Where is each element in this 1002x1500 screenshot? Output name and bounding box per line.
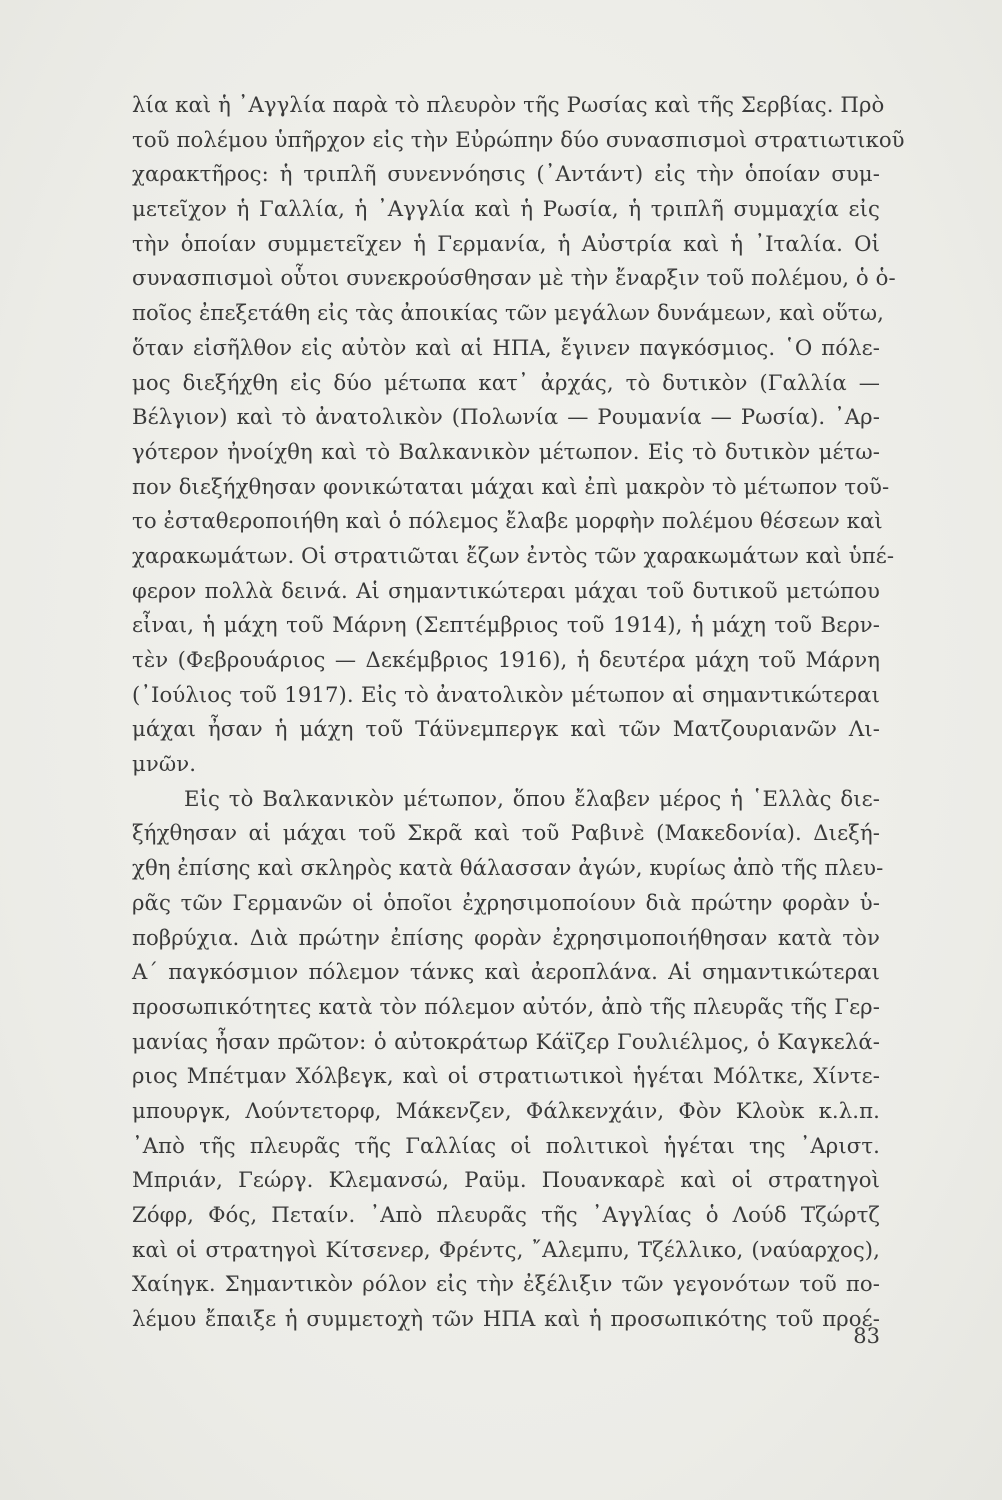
text-line-30: μπουργκ, Λούντετορφ, Μάκενζεν, Φάλκενχάιν, Φὸν Κλοὺκ κ.λ.π. — [132, 1097, 880, 1123]
text-line-15: φερον πολλὰ δεινά. Αἱ σημαντικώτεραι μάχαι τοῦ δυτικοῦ μετώπου — [132, 577, 880, 603]
text-line-11: γότερον ἠνοίχθη καὶ τὸ Βαλκανικὸν μέτωπον. Εἰς τὸ δυτικὸν μέτω- — [132, 438, 880, 464]
text-line-20: μνῶν. — [132, 751, 197, 777]
text-line-28: μανίας ἦσαν πρῶτον: ὁ αὐτοκράτωρ Κάϊζερ Γουλιέλμος, ὁ Καγκελά- — [132, 1028, 880, 1054]
text-line-5: τὴν ὁποίαν συμμετεῖχεν ἡ Γερμανία, ἡ Αὐστρία καὶ ἡ ᾿Ιταλία. Οἱ — [132, 230, 880, 256]
text-line-2: τοῦ πολέμου ὑπῆρχον εἰς τὴν Εὐρώπην δύο συνασπισμοὶ στρατιωτικοῦ — [132, 126, 905, 152]
text-line-24: ρᾶς τῶν Γερμανῶν οἱ ὁποῖοι ἐχρησιμοποίουν διὰ πρώτην φορὰν ὑ- — [132, 889, 880, 915]
text-line-21: Εἰς τὸ Βαλκανικὸν μέτωπον, ὅπου ἔλαβεν μέρος ἡ ῾Ελλὰς διε- — [184, 785, 880, 811]
text-line-1: λία καὶ ἡ ᾿Αγγλία παρὰ τὸ πλευρὸν τῆς Ρωσίας καὶ τῆς Σερβίας. Πρὸ — [132, 92, 885, 117]
text-line-34: καὶ οἱ στρατηγοὶ Κίτσενερ, Φρέντς, ῎Αλεμπυ, Τζέλλικο, (ναύαρχος), — [132, 1236, 880, 1262]
text-line-35: Χαίηγκ. Σημαντικὸν ρόλον εἰς τὴν ἐξέλιξιν τῶν γεγονότων τοῦ πο- — [132, 1271, 880, 1297]
text-line-4: μετεῖχον ἡ Γαλλία, ἡ ᾿Αγγλία καὶ ἡ Ρωσία, ἡ τριπλῆ συμμαχία εἰς — [132, 196, 880, 222]
text-line-22: ξήχθησαν αἱ μάχαι τοῦ Σκρᾶ καὶ τοῦ Ραβινὲ (Μακεδονία). Διεξή- — [132, 820, 880, 846]
body-text — [132, 88, 905, 1337]
text-line-27: προσωπικότητες κατὰ τὸν πόλεμον αὐτόν, ἀπὸ τῆς πλευρᾶς τῆς Γερ- — [132, 993, 880, 1019]
text-line-36: λέμου ἔπαιξε ἡ συμμετοχὴ τῶν ΗΠΑ καὶ ἡ προσωπικότης τοῦ προέ- — [132, 1306, 880, 1332]
text-line-32: Μπριάν, Γεώργ. Κλεμανσώ, Ραϋμ. Πουανκαρὲ καὶ οἱ στρατηγοὶ — [132, 1167, 880, 1193]
text-line-13: το ἐσταθεροποιήθη καὶ ὁ πόλεμος ἔλαβε μορφὴν πολέμου θέσεων καὶ — [132, 508, 883, 534]
page-number: 83 — [853, 1324, 880, 1348]
text-line-23: χθη ἐπίσης καὶ σκληρὸς κατὰ θάλασσαν ἀγών, κυρίως ἀπὸ τῆς πλευ- — [132, 855, 884, 881]
text-line-26: Α΄ παγκόσμιον πόλεμον τάνκς καὶ ἀεροπλάνα. Αἱ σημαντικώτεραι — [132, 959, 880, 985]
text-line-9: μος διεξήχθη εἰς δύο μέτωπα κατ᾿ ἀρχάς, τὸ δυτικὸν (Γαλλία — — [132, 369, 880, 395]
text-line-19: μάχαι ἦσαν ἡ μάχη τοῦ Τάϋνεμπεργκ καὶ τῶν Ματζουριανῶν Λι- — [132, 716, 880, 742]
text-line-10: Βέλγιον) καὶ τὸ ἀνατολικὸν (Πολωνία — Ρουμανία — Ρωσία). ᾿Αρ- — [132, 404, 880, 430]
text-line-14: χαρακωμάτων. Οἱ στρατιῶται ἔζων ἐντὸς τῶν χαρακωμάτων καὶ ὑπέ- — [132, 542, 895, 568]
text-line-12: πον διεξήχθησαν φονικώταται μάχαι καὶ ἐπὶ μακρὸν τὸ μέτωπον τοῦ- — [132, 473, 890, 499]
text-line-33: Ζόφρ, Φός, Πεταίν. ᾿Απὸ πλευρᾶς τῆς ᾿Αγγλίας ὁ Λούδ Τζώρτζ — [132, 1202, 880, 1227]
text-line-8: ὅταν εἰσῆλθον εἰς αὐτὸν καὶ αἱ ΗΠΑ, ἔγινεν παγκόσμιος. ῾Ο πόλε- — [132, 334, 880, 360]
text-line-17: τὲν (Φεβρουάριος — Δεκέμβριος 1916), ἡ δευτέρα μάχη τοῦ Μάρνη — [132, 647, 880, 672]
text-line-31: ᾿Απὸ τῆς πλευρᾶς τῆς Γαλλίας οἱ πολιτικοὶ ἡγέται της ᾿Αριστ. — [132, 1132, 880, 1158]
text-line-3: χαρακτῆρος: ἡ τριπλῆ συνεννόησις (᾿Αντάντ) εἰς τὴν ὁποίαν συμ- — [132, 161, 880, 187]
text-line-25: ποβρύχια. Διὰ πρώτην ἐπίσης φορὰν ἐχρησιμοποιήθησαν κατὰ τὸν — [132, 924, 880, 950]
text-line-29: ριος Μπέτμαν Χόλβεγκ, καὶ οἱ στρατιωτικοὶ ἡγέται Μόλτκε, Χίντε- — [132, 1063, 880, 1089]
text-line-7: ποῖος ἐπεξετάθη εἰς τὰς ἀποικίας τῶν μεγάλων δυνάμεων, καὶ οὕτω, — [132, 300, 884, 326]
text-line-6: συνασπισμοὶ οὗτοι συνεκρούσθησαν μὲ τὴν ἔναρξιν τοῦ πολέμου, ὁ ὁ- — [132, 265, 896, 291]
text-line-18: (᾿Ιούλιος τοῦ 1917). Εἰς τὸ ἀνατολικὸν μέτωπον αἱ σημαντικώτεραι — [132, 681, 880, 707]
text-line-16: εἶναι, ἡ μάχη τοῦ Μάρνη (Σεπτέμβριος τοῦ 1914), ἡ μάχη τοῦ Βερν- — [132, 612, 880, 638]
